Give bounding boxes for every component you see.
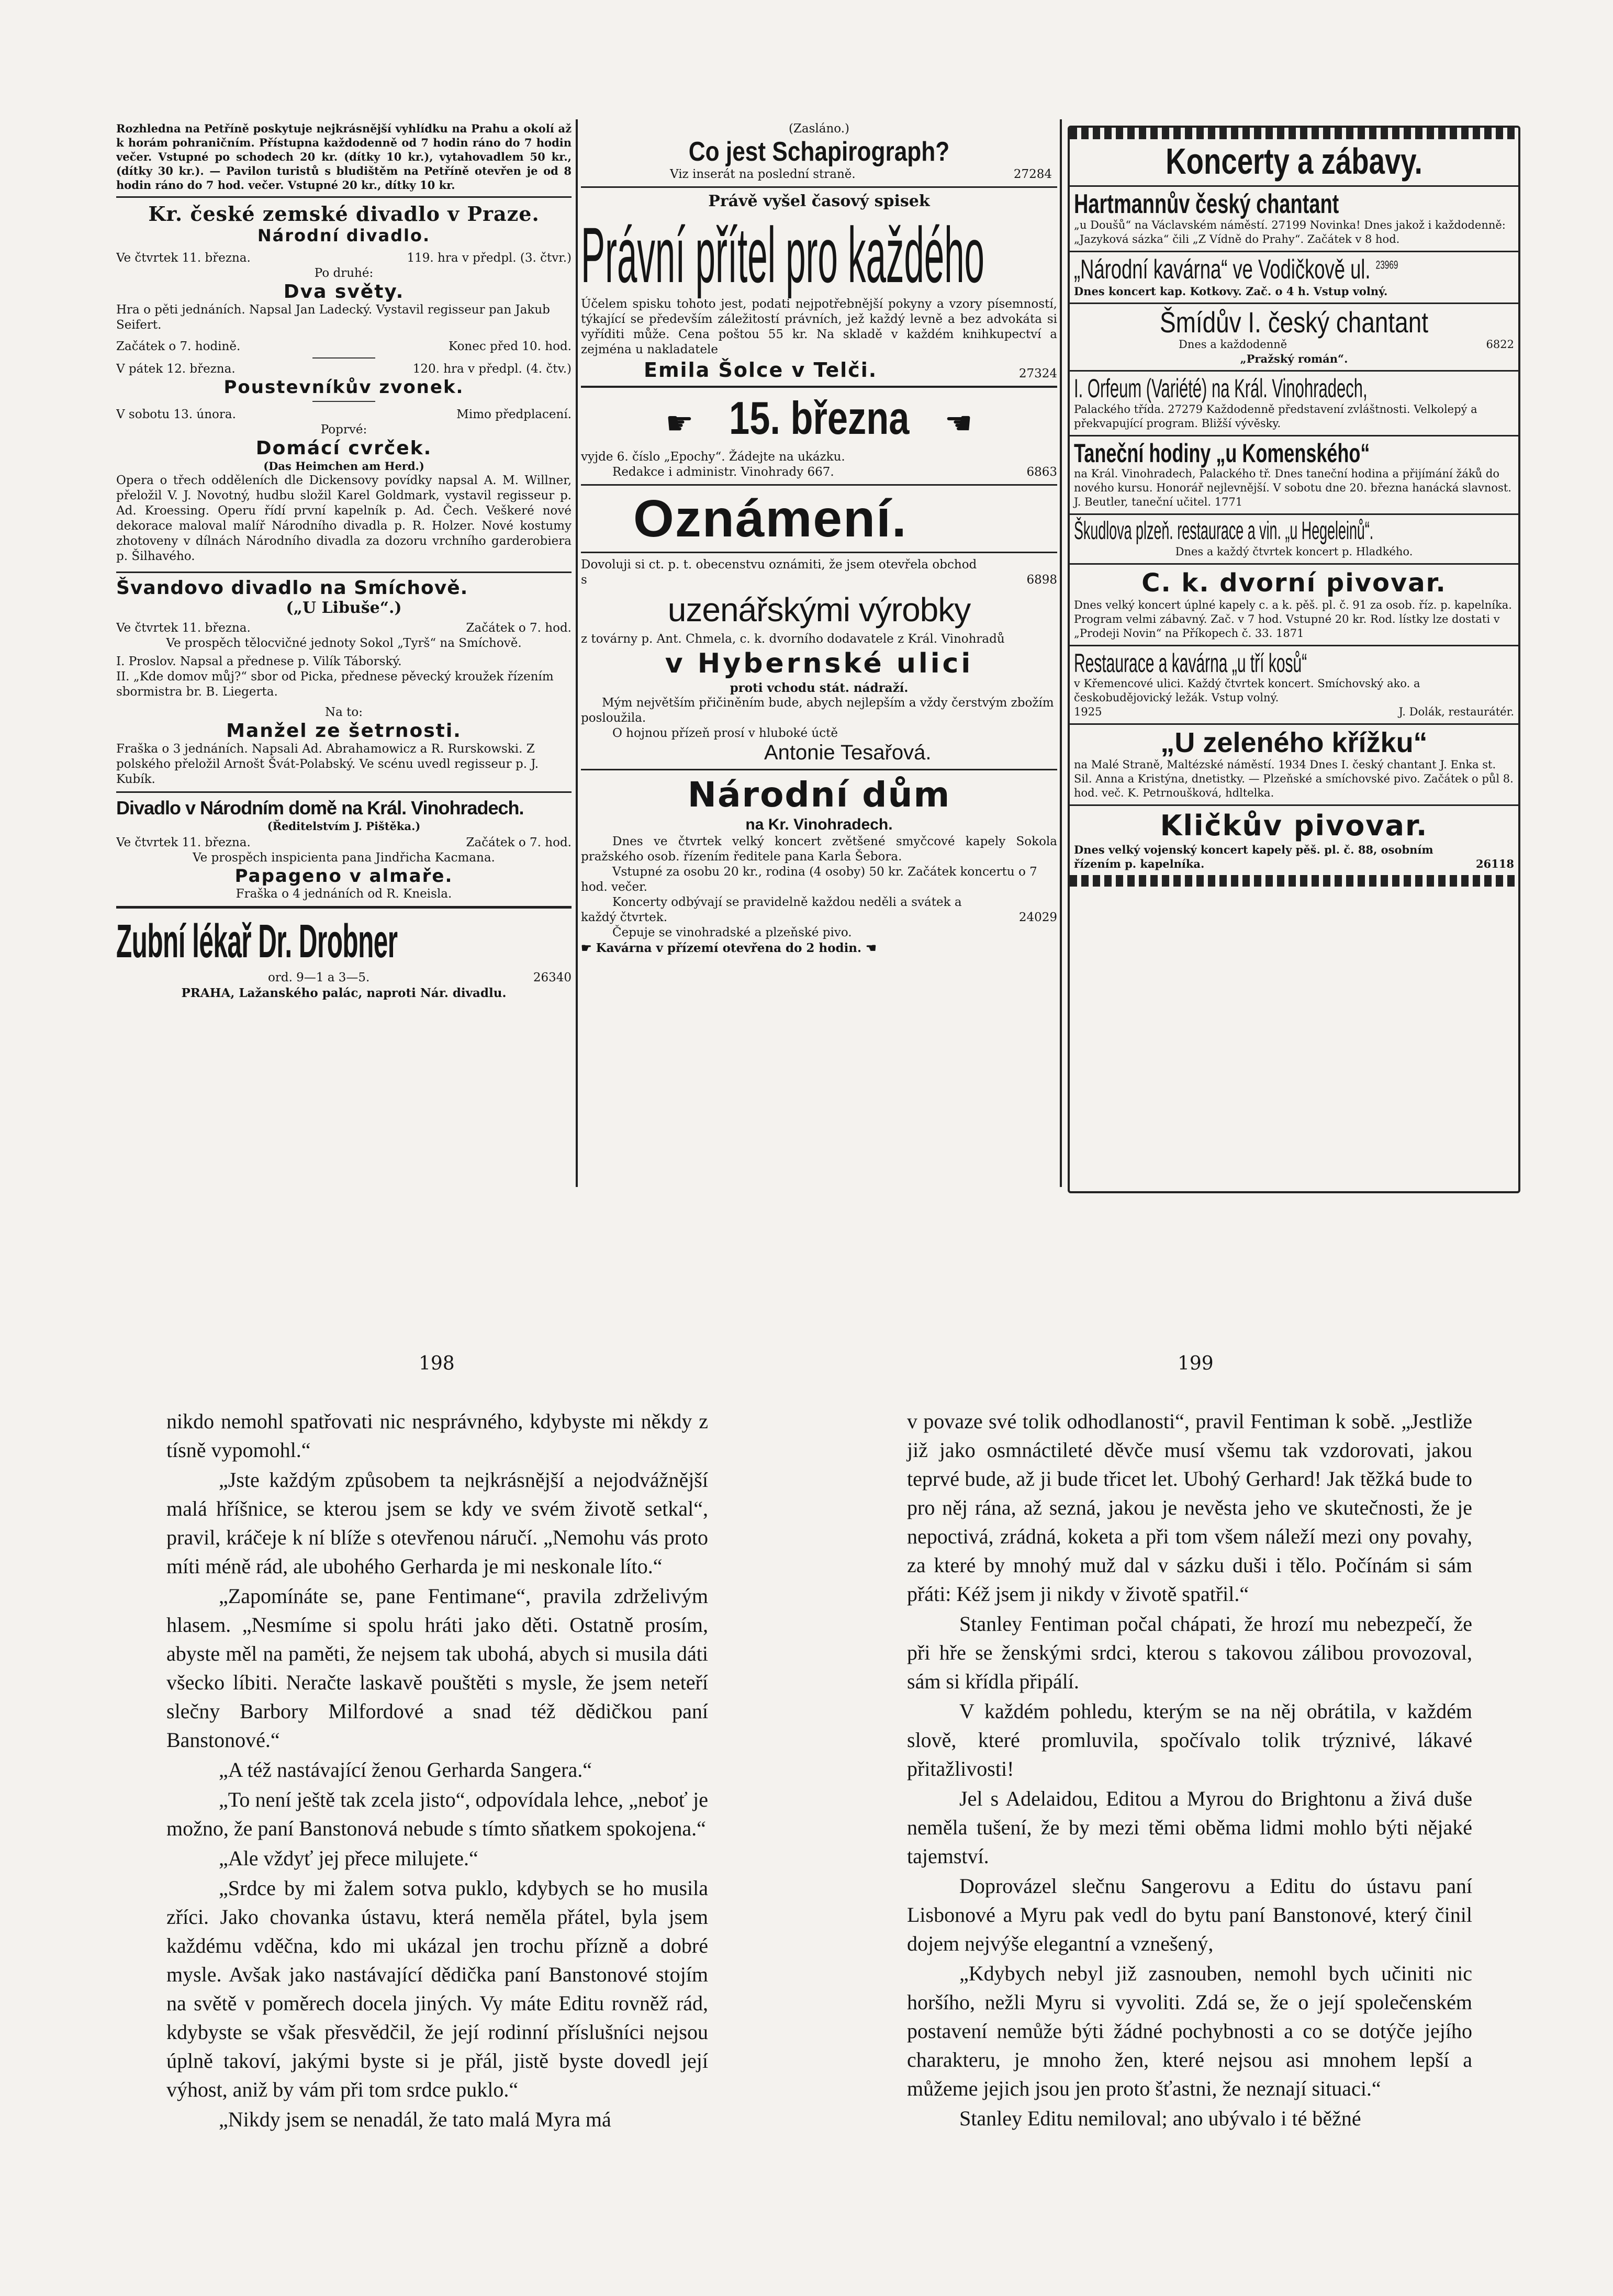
- ord-hours: ord. 9—1 a 3—5.: [268, 971, 370, 984]
- page-number-right: 199: [1178, 1353, 1214, 1374]
- paragraph: „Zapomínáte se, pane Fentimane“, pravila zdrželivým hlasem. „Nesmíme si spolu hráti jako děti. Ostatně prosím, abyste měl na paměti, že nejsem tak ubohá, abych si musila dáti všecko líbiti. Neračte laskavě pouštěti s mysle, že jsem neteří slečny Barbory Milfordové a snad též dědičkou paní Banstonové.“: [166, 1584, 708, 1752]
- brezna-text: 15. března: [729, 392, 910, 444]
- sobota-date: V sobotu 13. února.: [116, 408, 236, 421]
- zubni-lekar: [116, 913, 572, 970]
- paragraph: „Nikdy jsem se nenadál, že tato malá Myra má: [219, 2108, 611, 2131]
- paragraph: V každém pohledu, kterým se na něj obrátila, v každém slově, které promluvila, spočívalo tolik trýznivé, lákavé přitažlivosti!: [907, 1699, 1472, 1780]
- paragraph: „Srdce by mi žalem sotva puklo, kdybych se ho musila zříci. Jako chovanka ústavu, která neměla přátel, byla jsem každému vděčna, kdo mi ukázal jen trochu přízně a dobré mysle. Avšak jako nastávající dědička paní Banstonové stojím na světě v poměrech docela jiných. Vy máte Editu rovněž rád, kdybyste se však přesvědčil, že její rodinní příslušníci nejsou úplně takoví, jakými byste si je přál, jistě byste dovedl její výhost, aniž by vám při tom srdce puklo.“: [166, 1876, 708, 2101]
- patek-number: 120. hra v předpl. (4. čtv.): [412, 362, 572, 376]
- dolak: J. Dolák, restaurátér.: [1398, 705, 1514, 719]
- pointing-hand-right-icon: ☚: [944, 406, 973, 441]
- pravni-pritel-text: Právní přítel pro každého: [581, 211, 984, 299]
- paragraph: v povaze své tolik odhodlanosti“, pravil Fentiman k sobě. „Jestliže již jako osmnáctileté děvče musí všemu tak vzdorovati, jakou teprvé bude, až ji bude třicet let. Ubohý Gerhard! Jak těžká bude to pro něj rána, až sezná, jakou je nevěsta jeho ve skutečnosti, že je nepoctivá, zrádná, koketa a při tom všem náleží mezi ony povahy, za které by mnohý muž dal v sázku duši i tělo. Počínám si sám přáti: Kéž jsem ji nikdy v životě spatřil.“: [907, 1409, 1472, 1606]
- hand-right-icon: ☚: [866, 941, 877, 955]
- novel-page-left: [166, 1407, 708, 2135]
- praha-address: PRAHA, Lažanského palác, naproti Nár. divadlu.: [181, 986, 507, 1000]
- tri-kosi-desc: v Křemencové ulici. Každý čtvrtek koncert. Smíchovský ako. a českobudějovický ležák. Vstup volný.: [1074, 677, 1420, 704]
- pointing-hand-left-icon: ☛: [665, 406, 694, 441]
- na-kr-vinohradech: na Kr. Vinohradech.: [745, 816, 893, 833]
- pravni-desc: Účelem spisku tohoto jest, podati nejpotřebnější pokyny a vzory písemností, týkající se především záležitostí právních, jež každý levně a bez advokáta si vyříditi může. Cena poštou 55 kr. Na skladě v každém knihkupectví a zejména u nakladatele: [581, 297, 1057, 356]
- smiduv-title: Šmídův I. český chantant: [1159, 305, 1429, 339]
- rozhledna-notice: Rozhledna na Petříně poskytuje nejkrásnější vyhlídku na Prahu a okolí až k horám pohraničním. Přístupna každodenně od 7 hodin ráno do 7 hodin večer. Vstupné po schodech 20 kr. (dítky 10 kr.), vytahovadlem 50 kr., (dítky 30 kr.). — Pavilon turistů s bludištěm na Petříně otevřen je od 8 hodin ráno do 7 hod. večer. Vstupné 20 kr., dítky 10 kr.: [116, 122, 572, 192]
- proti-vchodu: proti vchodu stát. nádraží.: [730, 681, 909, 695]
- tanecni-title: Taneční hodiny „u Komenského“: [1074, 438, 1370, 468]
- sv-date: Ve čtvrtek 11. března.: [116, 621, 251, 635]
- narodni-kavarna-number: 23969: [1375, 258, 1398, 272]
- dva-svety: Dva světy.: [283, 281, 405, 303]
- krizek-desc: na Malé Straně, Maltézské náměstí. 1934 Dnes I. český chantant J. Enka st. Sil. Anna a Kristýna, dnetistky. — Plzeňské a smíchovské pivo. Začátek o půl 8. hod. več. K. Petrnoušková, hdltelka.: [1074, 758, 1514, 800]
- emila-solce: Emila Šolce v Telči.: [644, 359, 878, 382]
- hartmann-title: Hartmannův český chantant: [1074, 188, 1339, 219]
- paragraph: „A též nastávající ženou Gerharda Sangera.“: [219, 1758, 592, 1782]
- nd-number: 119. hra v předpl. (3. čtvr.): [407, 251, 572, 265]
- ord-number: 26340: [533, 971, 572, 984]
- manzel-desc: Fraška o 3 jednáních. Napsali Ad. Abrahamowicz a R. Rurskowski. Z polského přeložil Arnošt Švát-Polabský. Ve scénu uvedl regisseur p. J. Kubík.: [116, 742, 539, 786]
- z-tovarny: z továrny p. Ant. Chmela, c. k. dvorního dodavatele z Král. Vinohradů: [581, 632, 1005, 646]
- svandovo-title: Švandovo divadlo na Smíchově.: [116, 577, 468, 599]
- sv-prospech: Ve prospěch tělocvičné jednoty Sokol „Tyrš“ na Smíchově.: [166, 636, 522, 650]
- tri-kosi-number: 1925: [1074, 705, 1102, 719]
- paragraph: „To není ještě tak zcela jisto“, odpovídala lehce, „neboť je možno, že paní Banstonová nebude s tímto sňatkem spokojena.“: [166, 1788, 708, 1840]
- oznameni: Oznámení.: [633, 489, 908, 548]
- nd-koncerty-number: 24029: [1018, 911, 1057, 924]
- nd-date: Ve čtvrtek 11. března.: [116, 251, 251, 265]
- dvorni-pivovar-title: C. k. dvorní pivovar.: [1141, 568, 1447, 598]
- dovoluji: Dovoluji si ct. p. t. obecenstvu oznámiti, že jsem otevřela obchod s: [581, 558, 977, 587]
- decorative-border-bottom: [1070, 875, 1518, 887]
- vinohrady-title: [116, 797, 572, 819]
- nd-koncerty: Koncerty odbývají se pravidelně každou neděli a svátek a každý čtvrtek.: [581, 895, 962, 924]
- solce-number: 27324: [1018, 367, 1057, 380]
- orfeum-desc: Palackého třída. 27279 Každodenně představení zvláštnosti. Velkolepý a překvapující program. Bližší vývěsky.: [1074, 402, 1477, 430]
- paragraph: Stanley Editu nemiloval; ano ubývalo i té běžné: [959, 2107, 1361, 2130]
- sv-start: Začátek o 7. hod.: [466, 621, 572, 635]
- paragraph: „Jste každým způsobem ta nejkrásnější a nejodvážnější malá hříšnice, se kterou jsem se kdy ve svém životě setkal“, pravil, kráčeje k ní blíže s otevřenou náručí. „Nemohu vás proto míti méně rád, ale ubohého Gerharda je mi neskonale líto.“: [166, 1468, 708, 1578]
- paragraph: Jel s Adelaidou, Editou a Myrou do Brightonu a živá duše neměla tušení, že by mezi těmi oběma lidmi mohlo býti nějaké tajemství.: [907, 1787, 1472, 1868]
- nd-desc: Dnes ve čtvrtek velký koncert zvětšené smyčcové kapely Sokola pražského osob. řízením ředitele pana Karla Šebora.: [581, 835, 1057, 864]
- paragraph: „Kdybych nebyl již zasnouben, nemohl bych učiniti nic horšího, nežli Myru si vyvoliti. Zdá se, že o její společenském postavení nemůže býti žádné pochybnosti a co se dotýče jejího charakteru, je mnoho žen, které nejsou asi mnohem lepší a můžeme jejich jsou jen proto šťastni, že neznají situaci.“: [907, 1962, 1472, 2100]
- mym-nejvetsim: Mým největším přičiněním bude, abych nejlepším a vždy čerstvým zbožím posloužila.: [581, 696, 1054, 725]
- narodni-kavarna-desc: Dnes koncert kap. Kotkovy. Zač. o 4 h. Vstup volný.: [1074, 284, 1388, 298]
- nd-kavarna: [581, 940, 1057, 956]
- paragraph: Stanley Fentiman počal chápati, že hrozí mu nebezpečí, že při hře se ženskými srdci, kterou s takovou zálibou provozoval, sám si křídla připálí.: [907, 1612, 1472, 1693]
- orfeum-title: I. Orfeum (Variété) na Král. Vinohradech,: [1074, 374, 1368, 404]
- dovoluji-number: 6898: [1026, 573, 1057, 587]
- smiduv-roman: „Pražský román“.: [1240, 352, 1348, 366]
- klickuv-title: Kličkův pivovar.: [1160, 809, 1428, 843]
- paragraph: nikdo nemohl spatřovati nic nesprávného, kdybyste mi někdy z tísně vypomohl.“: [166, 1409, 708, 1462]
- column-ads: [581, 121, 1057, 1186]
- narodni-kavarna-text: „Národní kavárna“ ve Vodičkově ul.: [1074, 254, 1371, 285]
- domaci-cvrcek: Domácí cvrček.: [255, 438, 432, 459]
- dva-svety-desc: Hra o pěti jednáních. Napsal Jan Ladecký. Vystavil regisseur pan Jakub Seifert.: [116, 303, 550, 332]
- theatre-title: Kr. české zemské divadlo v Praze.: [148, 202, 540, 226]
- vinohrady-sub: (Ředitelstvím J. Pištěka.): [267, 820, 421, 833]
- zaslano: (Zasláno.): [788, 122, 850, 136]
- u-libuse: („U Libuše“.): [286, 599, 402, 617]
- sv-item-1: I. Proslov. Napsal a přednese p. Vilík Táborský.: [116, 655, 402, 668]
- paragraph: Doprovázel slečnu Sangerovu a Editu do ústavu paní Lisbonové a Myru pak vedl do bytu paní Banstonové, který činil dojem nejvýše elegantní a vznešený,: [907, 1874, 1472, 1955]
- start-time: Začátek o 7. hodině.: [116, 340, 241, 353]
- end-time: Konec před 10. hod.: [449, 340, 572, 353]
- vh-prospech: Ve prospěch inspicienta pana Jindřicha Kacmana.: [193, 851, 495, 865]
- poprve: Poprvé:: [320, 423, 367, 436]
- column-concerts: [1068, 126, 1520, 1193]
- vinohrady-title-text: Divadlo v Národním domě na Král. Vinohradech.: [116, 797, 524, 819]
- hand-left-icon: ☛: [581, 941, 592, 955]
- tri-kosi-title: Restaurace a kavárna „u tří kosů“: [1074, 648, 1307, 678]
- po-druhe: Po druhé:: [314, 266, 374, 280]
- antonie-tesarova: Antonie Tesařová.: [764, 741, 932, 764]
- uzenarskymi-vyrobky: uzenářskými výrobky: [667, 591, 971, 629]
- krizek-title: „U zeleného křížku“: [1160, 727, 1428, 759]
- novel-page-right: [907, 1407, 1472, 2134]
- page-number-left: 198: [419, 1353, 455, 1374]
- decorative-border: [1070, 128, 1518, 139]
- concerts-header: Koncerty a zábavy.: [1166, 141, 1422, 182]
- tanecni-desc: na Král. Vinohradech, Palackého tř. Dnes taneční hodina a přijímání žáků do nového kursu. Honorář nejlevnější. V sobotu dne 20. března hanácká slavnost. J. Beutler, taneční učitel. 1771: [1074, 467, 1511, 509]
- viz-number: 27284: [1013, 167, 1052, 181]
- nd-cepuje: Čepuje se vinohradské a plzeňské pivo.: [612, 926, 852, 939]
- hartmann-desc: „u Doušů“ na Václavském náměstí. 27199 Novinka! Dnes jakož i každodenně: „Jazyková sázka“ čili „Z Vídně do Prahy“. Začátek v 8 hod.: [1074, 219, 1506, 246]
- paragraph: „Ale vždyť jej přece milujete.“: [219, 1846, 478, 1870]
- domaci-desc: Opera o třech odděleních dle Dickensovy povídky napsal A. M. Willner, přeložil V. J. Novotný, hudbu složil Karel Goldmark, vystavil regisseur p. Ad. Kroessing. Operu řídí první kapelník p. Ad. Čech. Veškeré nové dekorace maloval malíř Národního divadla p. R. Holzer. Nové kostumy zhotoveny v dílnách Národního divadla za dozoru vrchního garderobiera p. Šilhavého.: [116, 474, 572, 563]
- nd-kavarna-text: Kavárna v přízemí otevřena do 2 hodin.: [596, 941, 862, 955]
- narodni-divadlo: Národní divadlo.: [257, 226, 431, 245]
- hybernske-ulici: v Hybernské ulici: [665, 648, 973, 679]
- redakce-number: 6863: [1026, 465, 1057, 479]
- narodni-dum: Národní dům: [687, 775, 951, 815]
- klickuv-desc: Dnes velký vojenský koncert kapely pěš. pl. č. 88, osobním řízením p. kapelníka.: [1074, 843, 1433, 871]
- schapirograph-title: Co jest Schapirograph?: [688, 137, 950, 167]
- smiduv-desc: Dnes a každodenně: [1179, 338, 1287, 351]
- klickuv-number: 26118: [1475, 857, 1514, 871]
- redakce: Redakce i administr. Vinohrady 667.: [612, 465, 834, 479]
- epochy: vyjde 6. číslo „Epochy“. Žádejte na ukázku.: [581, 450, 845, 464]
- column-theatre: [116, 121, 572, 1186]
- dvorni-pivovar-desc: Dnes velký koncert úplné kapely c. a k. pěš. pl. č. 91 za osob. říz. p. kapelníka. Program velmi zábavný. Zač. v 7 hod. Vstupné 20 kr. Rod. lístky lze dostati v „Prodeji Novin“ na Příkopech č. 33. 1871: [1074, 598, 1512, 640]
- smiduv-number: 6822: [1486, 338, 1514, 351]
- hojnou-prizen: O hojnou přízeň prosí v hluboké úctě: [612, 726, 838, 740]
- poustevnikuv-zvonek: Poustevníkův zvonek.: [223, 377, 464, 398]
- vh-start: Začátek o 7. hod.: [466, 836, 572, 849]
- patek-date: V pátek 12. března.: [116, 362, 236, 376]
- papageno-title: Papageno v almaře.: [234, 866, 453, 887]
- sv-item-2: II. „Kde domov můj?“ sbor od Picka, přednese pěvecký kroužek řízením sbormistra br. B. Liegerta.: [116, 670, 554, 699]
- nd-vstupne: Vstupné za osobu 20 kr., rodina (4 osoby) 50 kr. Začátek koncertu o 7 hod. večer.: [581, 865, 1037, 894]
- skudlova-title: Škudlova plzeň. restaurace a vin. „u Hegeleinů“.: [1074, 517, 1374, 545]
- skudlova-desc: Dnes a každý čtvrtek koncert p. Hladkého.: [1175, 545, 1413, 558]
- na-to: Na to:: [325, 705, 363, 719]
- prave-vysel: Právě vyšel časový spisek: [708, 192, 930, 210]
- heimchen: (Das Heimchen am Herd.): [263, 460, 424, 473]
- zubni-lekar-text: Zubní lékař Dr. Drobner: [116, 915, 398, 968]
- mimo-predplaceni: Mimo předplacení.: [456, 408, 572, 421]
- viz-inserat: Viz inserát na poslední straně.: [670, 167, 856, 181]
- narodni-kavarna-title: [1074, 254, 1398, 285]
- vh-date: Ve čtvrtek 11. března.: [116, 836, 251, 849]
- papageno-desc: Fraška o 4 jednáních od R. Kneisla.: [236, 887, 452, 901]
- manzel-title: Manžel ze šetrnosti.: [226, 720, 462, 742]
- pravni-pritel: [581, 213, 1057, 297]
- brezna-15: [581, 392, 1057, 450]
